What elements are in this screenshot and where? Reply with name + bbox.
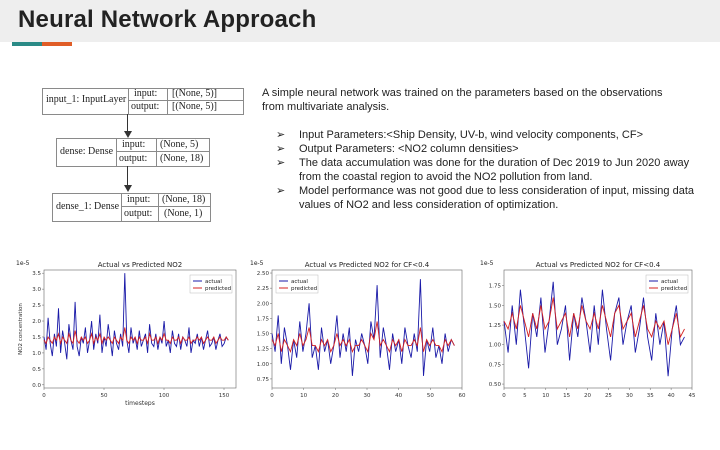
bullet-text: Model performance was not good due to less consideration of input, missing data values of NO2 and less consideration of optimization. bbox=[299, 185, 695, 211]
chart-cf-04-a bbox=[248, 256, 470, 406]
arrow-bullet-icon: ➢ bbox=[276, 185, 286, 197]
list-item bbox=[276, 142, 706, 156]
arrow-bullet-icon: ➢ bbox=[276, 129, 286, 141]
list-item bbox=[276, 128, 706, 142]
title-accent-teal bbox=[12, 42, 42, 46]
layer-name: input_1: InputLayer bbox=[46, 94, 127, 105]
x-tick-label: 30 bbox=[363, 393, 371, 399]
chart-actual-vs-predicted bbox=[14, 256, 244, 406]
bullet-text: The data accumulation was done for the duration of Dec 2019 to Jun 2020 away from the coastal region to avoid the NO2 pollution from land. bbox=[299, 157, 690, 183]
x-tick-label: 40 bbox=[395, 393, 403, 399]
y-tick-label: 1.50 bbox=[256, 331, 269, 338]
layer-input-label: input: bbox=[122, 139, 146, 150]
layer-input-label: input: bbox=[134, 88, 158, 99]
description-text: A simple neural network was trained on the parameters based on the observations from multivariate analysis. bbox=[262, 87, 663, 113]
y-tick-label: 0.75 bbox=[488, 362, 501, 369]
x-axis-label: timesteps bbox=[125, 400, 155, 406]
x-tick-label: 0 bbox=[270, 393, 274, 399]
y-tick-label: 2.25 bbox=[256, 286, 269, 293]
y-scale-label: 1e-5 bbox=[250, 260, 264, 267]
y-tick-label: 1.75 bbox=[488, 283, 501, 290]
y-tick-label: 0.75 bbox=[256, 376, 269, 383]
x-tick-label: 5 bbox=[523, 393, 527, 399]
layer-name: dense_1: Dense bbox=[56, 201, 120, 212]
y-tick-label: 0.50 bbox=[488, 382, 501, 389]
legend-label: actual bbox=[205, 279, 222, 285]
y-tick-label: 1.0 bbox=[32, 350, 41, 357]
y-tick-label: 1.25 bbox=[256, 346, 269, 353]
y-scale-label: 1e-5 bbox=[16, 260, 30, 267]
chart-title: Actual vs Predicted NO2 for CF<0.4 bbox=[304, 261, 430, 269]
x-tick-label: 10 bbox=[542, 393, 550, 399]
x-tick-label: 100 bbox=[158, 393, 170, 399]
title-accent-orange bbox=[42, 42, 72, 46]
x-tick-label: 0 bbox=[42, 393, 46, 399]
x-tick-label: 30 bbox=[625, 393, 633, 399]
layer-input-label: input: bbox=[127, 194, 151, 205]
layer-name: dense: Dense bbox=[60, 146, 114, 157]
layer-input-value: (None, 5) bbox=[160, 139, 199, 150]
bullet-text: Input Parameters:<Ship Density, UV-b, wind velocity components, CF> bbox=[299, 129, 644, 141]
x-tick-label: 0 bbox=[502, 393, 506, 399]
layer-output-label: output: bbox=[131, 101, 160, 112]
title-bar bbox=[0, 0, 720, 42]
y-tick-label: 0.5 bbox=[32, 366, 41, 373]
y-tick-label: 3.0 bbox=[32, 287, 41, 294]
y-tick-label: 2.00 bbox=[256, 301, 269, 308]
x-tick-label: 20 bbox=[331, 393, 339, 399]
x-tick-label: 150 bbox=[218, 393, 230, 399]
legend-label: predicted bbox=[661, 286, 688, 292]
chart-title: Actual vs Predicted NO2 for CF<0.4 bbox=[535, 261, 661, 269]
x-tick-label: 40 bbox=[667, 393, 675, 399]
legend-label: actual bbox=[291, 279, 308, 285]
y-tick-label: 2.50 bbox=[256, 271, 269, 278]
list-item bbox=[276, 184, 706, 212]
layer-output-value: (None, 18) bbox=[160, 153, 204, 164]
legend-label: actual bbox=[661, 279, 678, 285]
page-title: Neural Network Approach bbox=[18, 6, 317, 33]
arrow-bullet-icon: ➢ bbox=[276, 157, 286, 169]
legend-label: predicted bbox=[291, 286, 318, 292]
y-tick-label: 1.5 bbox=[32, 334, 41, 341]
y-tick-label: 1.75 bbox=[256, 316, 269, 323]
layer-output-label: output: bbox=[119, 153, 148, 164]
legend-label: predicted bbox=[205, 286, 232, 292]
x-tick-label: 50 bbox=[100, 393, 108, 399]
bullet-list bbox=[276, 128, 706, 212]
y-tick-label: 1.00 bbox=[256, 361, 269, 368]
layer-output-value: [(None, 5)] bbox=[172, 101, 217, 112]
list-item bbox=[276, 156, 706, 184]
chart-cf-04-b bbox=[478, 256, 700, 406]
x-tick-label: 25 bbox=[604, 393, 612, 399]
x-tick-label: 10 bbox=[300, 393, 308, 399]
layer-output-label: output: bbox=[124, 208, 153, 219]
y-tick-label: 1.25 bbox=[488, 323, 501, 330]
y-tick-label: 1.00 bbox=[488, 342, 501, 349]
x-tick-label: 35 bbox=[646, 393, 654, 399]
layer-output-value: (None, 1) bbox=[164, 208, 203, 219]
flow-arrow-icon bbox=[124, 185, 132, 192]
y-tick-label: 1.50 bbox=[488, 303, 501, 310]
x-tick-label: 50 bbox=[426, 393, 434, 399]
x-tick-label: 15 bbox=[563, 393, 571, 399]
y-tick-label: 2.5 bbox=[32, 303, 41, 310]
x-tick-label: 60 bbox=[458, 393, 466, 399]
y-axis-label: NO2 concentration bbox=[18, 303, 24, 355]
flow-arrow-icon bbox=[124, 131, 132, 138]
y-tick-label: 0.0 bbox=[32, 382, 41, 389]
layer-input-value: (None, 18) bbox=[162, 194, 206, 205]
chart-title: Actual vs Predicted NO2 bbox=[97, 261, 183, 269]
y-tick-label: 2.0 bbox=[32, 319, 41, 326]
arrow-bullet-icon: ➢ bbox=[276, 143, 286, 155]
bullet-text: Output Parameters: <NO2 column densities> bbox=[299, 143, 519, 155]
x-tick-label: 45 bbox=[688, 393, 696, 399]
y-scale-label: 1e-5 bbox=[480, 260, 494, 267]
layer-input-value: [(None, 5)] bbox=[172, 88, 217, 99]
x-tick-label: 20 bbox=[584, 393, 592, 399]
y-tick-label: 3.5 bbox=[32, 271, 41, 278]
